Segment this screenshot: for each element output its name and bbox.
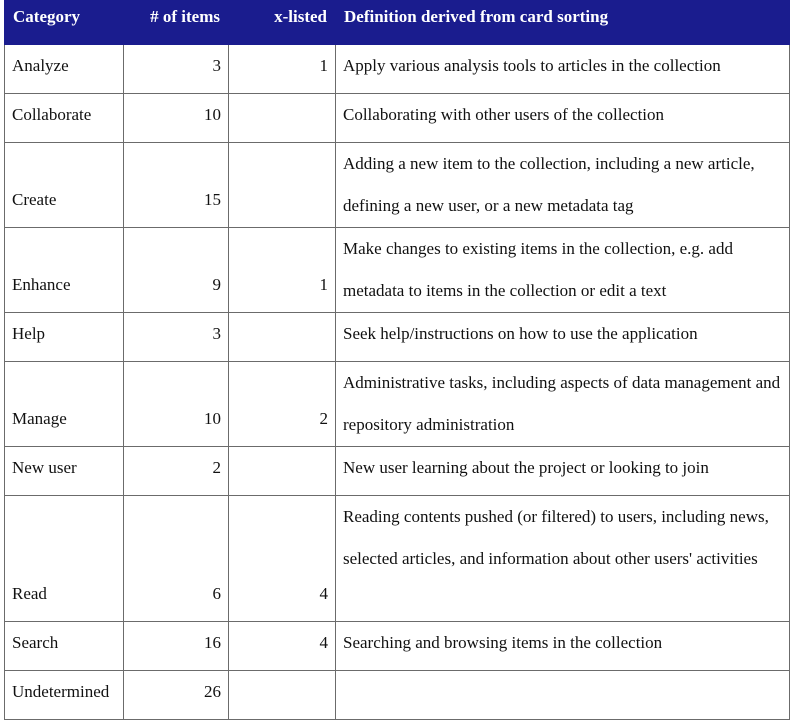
header-definition: Definition derived from card sorting [336,1,790,45]
table-row [5,228,790,313]
x-listed-cell [229,94,336,143]
items-cell: 10 [124,94,229,143]
x-listed-cell: 1 [229,228,336,313]
definition-cell: Seek help/instructions on how to use the application [336,313,790,362]
items-cell: 26 [124,671,229,720]
definition-cell: Searching and browsing items in the collection [336,622,790,671]
x-listed-cell: 1 [229,45,336,94]
x-listed-cell [229,671,336,720]
category-cell: Undetermined [5,671,124,720]
items-cell: 15 [124,143,229,228]
table-row [5,313,790,362]
category-cell: Help [5,313,124,362]
header-x-listed: x-listed [229,1,336,45]
x-listed-cell [229,143,336,228]
header-row [5,1,790,45]
items-cell: 2 [124,447,229,496]
definition-cell: Adding a new item to the collection, including a new article, defining a new user, or a new metadata tag [336,143,790,228]
x-listed-cell [229,447,336,496]
table-row [5,622,790,671]
items-cell: 3 [124,313,229,362]
items-cell: 10 [124,362,229,447]
table-row [5,447,790,496]
definition-cell: Make changes to existing items in the collection, e.g. add metadata to items in the collection or edit a text [336,228,790,313]
x-listed-cell: 2 [229,362,336,447]
category-cell: Manage [5,362,124,447]
table-row [5,671,790,720]
definition-cell [336,671,790,720]
table-row [5,496,790,622]
header-item-count: # of items [124,1,229,45]
items-cell: 9 [124,228,229,313]
definition-cell: Apply various analysis tools to articles in the collection [336,45,790,94]
definition-cell: Collaborating with other users of the collection [336,94,790,143]
category-cell: Enhance [5,228,124,313]
definition-cell: Reading contents pushed (or filtered) to users, including news, selected articles, and information about other users' activities [336,496,790,622]
items-cell: 3 [124,45,229,94]
x-listed-cell [229,313,336,362]
table-row [5,94,790,143]
items-cell: 16 [124,622,229,671]
definition-cell: Administrative tasks, including aspects of data management and repository administration [336,362,790,447]
category-cell: Collaborate [5,94,124,143]
category-cell: Create [5,143,124,228]
category-cell: Read [5,496,124,622]
table-row [5,143,790,228]
definition-cell: New user learning about the project or looking to join [336,447,790,496]
category-cell: Analyze [5,45,124,94]
x-listed-cell: 4 [229,622,336,671]
header-category: Category [5,1,124,45]
category-cell: New user [5,447,124,496]
card-sorting-table [4,0,790,720]
items-cell: 6 [124,496,229,622]
x-listed-cell: 4 [229,496,336,622]
table-row [5,362,790,447]
category-cell: Search [5,622,124,671]
card-sorting-table-container [4,0,790,720]
table-row [5,45,790,94]
